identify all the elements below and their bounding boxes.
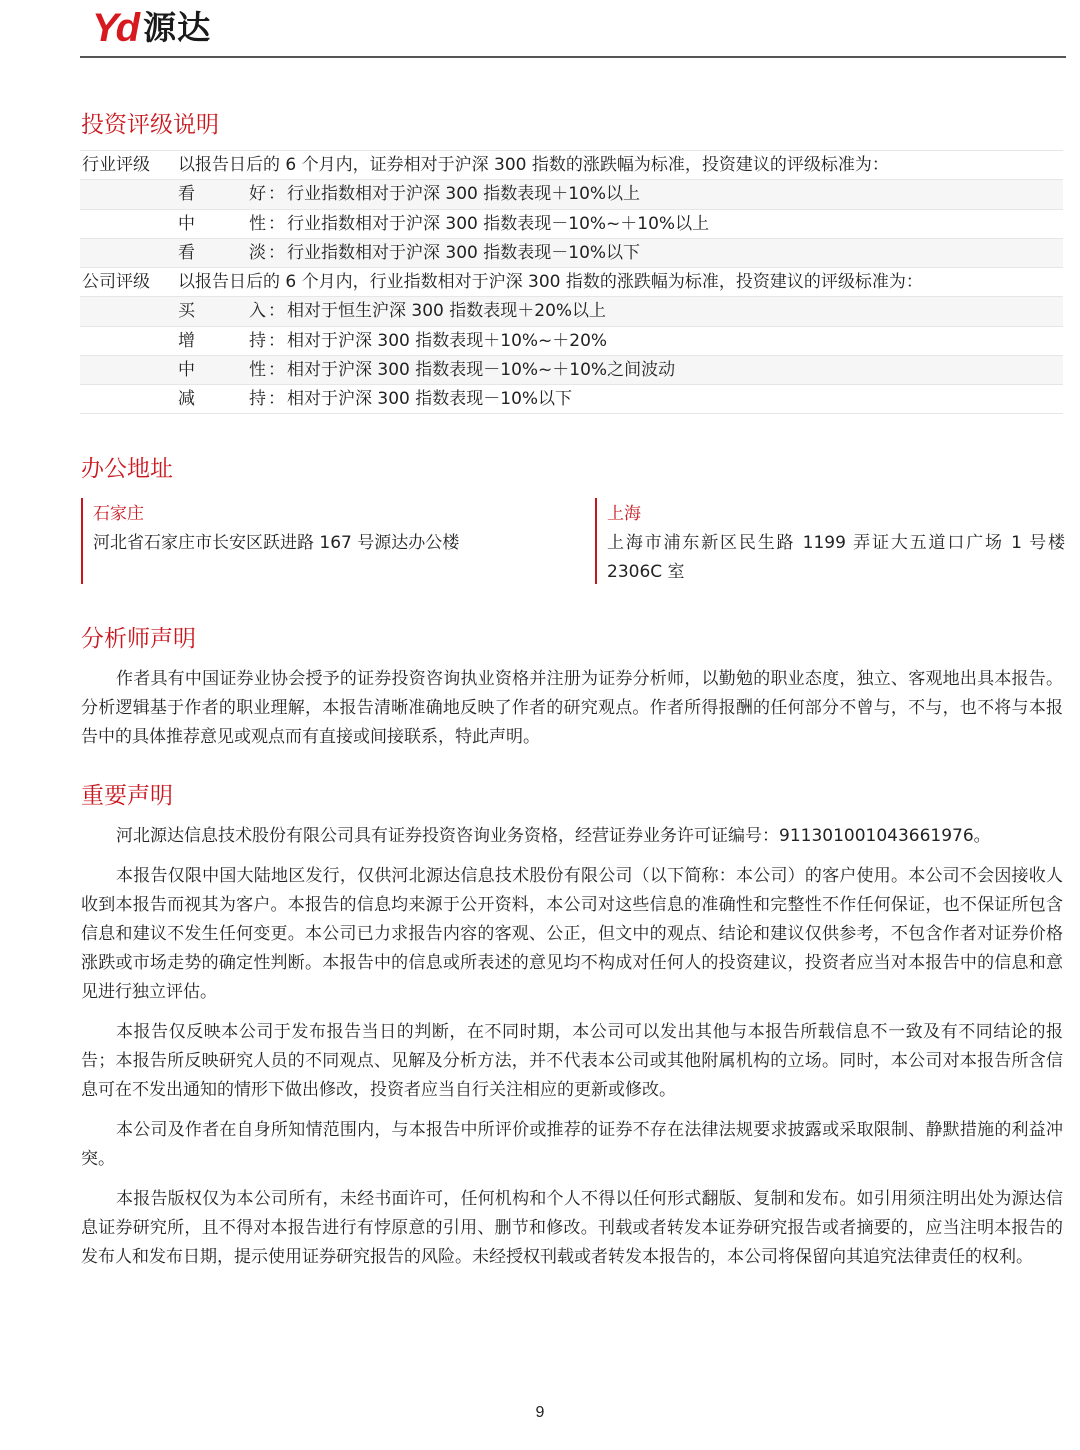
rating-description: 行业指数相对于沪深 300 指数表现＋10%以上	[287, 184, 641, 205]
rating-label: 买入	[178, 301, 266, 322]
disclaimer-paragraph: 本报告版权仅为本公司所有，未经书面许可，任何机构和个人不得以任何形式翻版、复制和发布。如引用须注明出处为源达信息证券研究所，且不得对本报告进行有悖原意的引用、删节和修改。刊载或者转发本证券研究报告或者摘要的，应当注明本报告的发布人和发布日期，提示使用证券研究报告的风险。未经授权刊载或者转发本报告的，本公司将保留向其追究法律责任的权利。	[81, 1189, 1063, 1267]
rating-description: 相对于沪深 300 指数表现＋10%~＋20%	[287, 330, 608, 351]
rating-row: 看淡 ： 行业指数相对于沪深 300 指数表现－10%以下	[80, 238, 1063, 267]
disclaimer-paragraph: 河北源达信息技术股份有限公司具有证券投资咨询业务资格，经营证券业务许可证编号：911301001043661976。	[116, 826, 991, 846]
office-section-title: 办公地址	[81, 456, 173, 482]
rating-row: 中性 ： 行业指数相对于沪深 300 指数表现－10%~＋10%以上	[80, 209, 1063, 238]
rating-description: 相对于沪深 300 指数表现－10%以下	[287, 389, 573, 410]
rating-description: 行业指数相对于沪深 300 指数表现－10%以下	[287, 242, 641, 263]
rating-intro: 以报告日后的 6 个月内，行业指数相对于沪深 300 指数的涨跌幅为标准，投资建议的评级标准为：	[178, 272, 923, 293]
office-address: 上海市浦东新区民生路 1199 弄证大五道口广场 1 号楼 2306C 室	[607, 533, 1065, 582]
office-city: 上海	[607, 504, 641, 524]
rating-label: 中性	[178, 360, 266, 381]
rating-category: 行业评级	[82, 155, 150, 175]
analyst-statement: 作者具有中国证券业协会授予的证券投资咨询执业资格并注册为证券分析师，以勤勉的职业态度，独立、客观地出具本报告。分析逻辑基于作者的职业理解，本报告清晰准确地反映了作者的研究观点。作者所得报酬的任何部分不曾与，不与，也不将与本报告中的具体推荐意见或观点而有直接或间接联系，特此声明。	[81, 669, 1063, 747]
rating-table	[80, 150, 1063, 414]
office-shijiazhuang	[81, 498, 561, 584]
logo-mark: Yd	[92, 6, 138, 50]
disclaimer-paragraph: 本公司及作者在自身所知情范围内，与本报告中所评价或推荐的证券不存在法律法规要求披露或采取限制、静默措施的利益冲突。	[81, 1120, 1063, 1169]
rating-row: 减持 ： 相对于沪深 300 指数表现－10%以下	[80, 384, 1063, 413]
rating-description: 行业指数相对于沪深 300 指数表现－10%~＋10%以上	[287, 213, 710, 234]
analyst-section-title: 分析师声明	[81, 626, 196, 652]
page-number: 9	[535, 1404, 545, 1421]
office-address: 河北省石家庄市长安区跃进路 167 号源达办公楼	[93, 533, 460, 553]
office-shanghai	[595, 498, 1065, 584]
rating-row-industry-intro	[80, 150, 1063, 179]
rating-row: 买入 ： 相对于恒生沪深 300 指数表现＋20%以上	[80, 296, 1063, 325]
rating-description: 相对于恒生沪深 300 指数表现＋20%以上	[287, 301, 607, 322]
logo-name: 源达	[143, 8, 212, 47]
rating-row: 增持 ： 相对于沪深 300 指数表现＋10%~＋20%	[80, 326, 1063, 355]
rating-label: 中性	[178, 213, 266, 234]
disclaimer-paragraph: 本报告仅限中国大陆地区发行，仅供河北源达信息技术股份有限公司（以下简称：本公司）的客户使用。本公司不会因接收人收到本报告而视其为客户。本报告的信息均来源于公开资料，本公司对这些信息的准确性和完整性不作任何保证，也不保证所包含信息和建议不发生任何变更。本公司已力求报告内容的客观、公正，但文中的观点、结论和建议仅供参考，不包含作者对证券价格涨跌或市场走势的确定性判断。本报告中的信息或所表述的意见均不构成对任何人的投资建议，投资者应当对本报告中的信息和意见进行独立评估。	[81, 866, 1063, 1002]
rating-row: 中性 ： 相对于沪深 300 指数表现－10%~＋10%之间波动	[80, 355, 1063, 384]
rating-label: 减持	[178, 389, 266, 410]
rating-label: 看淡	[178, 242, 266, 263]
disclaimer-section-title: 重要声明	[81, 783, 173, 809]
header-divider	[80, 56, 1066, 58]
rating-row: 看好 ： 行业指数相对于沪深 300 指数表现＋10%以上	[80, 179, 1063, 208]
rating-category: 公司评级	[82, 272, 150, 293]
company-logo	[92, 8, 211, 48]
office-city: 石家庄	[93, 504, 144, 524]
rating-label: 增持	[178, 330, 266, 351]
rating-row-company-intro	[80, 267, 1063, 296]
rating-intro: 以报告日后的 6 个月内，证券相对于沪深 300 指数的涨跌幅为标准，投资建议的评级标准为：	[178, 155, 889, 175]
page-header	[0, 0, 1080, 60]
rating-description: 相对于沪深 300 指数表现－10%~＋10%之间波动	[287, 360, 676, 381]
disclaimer-paragraph: 本报告仅反映本公司于发布报告当日的判断，在不同时期，本公司可以发出其他与本报告所载信息不一致及有不同结论的报告；本报告所反映研究人员的不同观点、见解及分析方法，并不代表本公司或其他附属机构的立场。同时，本公司对本报告所含信息可在不发出通知的情形下做出修改，投资者应当自行关注相应的更新或修改。	[81, 1022, 1063, 1100]
rating-label: 看好	[178, 184, 266, 205]
rating-section-title: 投资评级说明	[81, 112, 219, 138]
